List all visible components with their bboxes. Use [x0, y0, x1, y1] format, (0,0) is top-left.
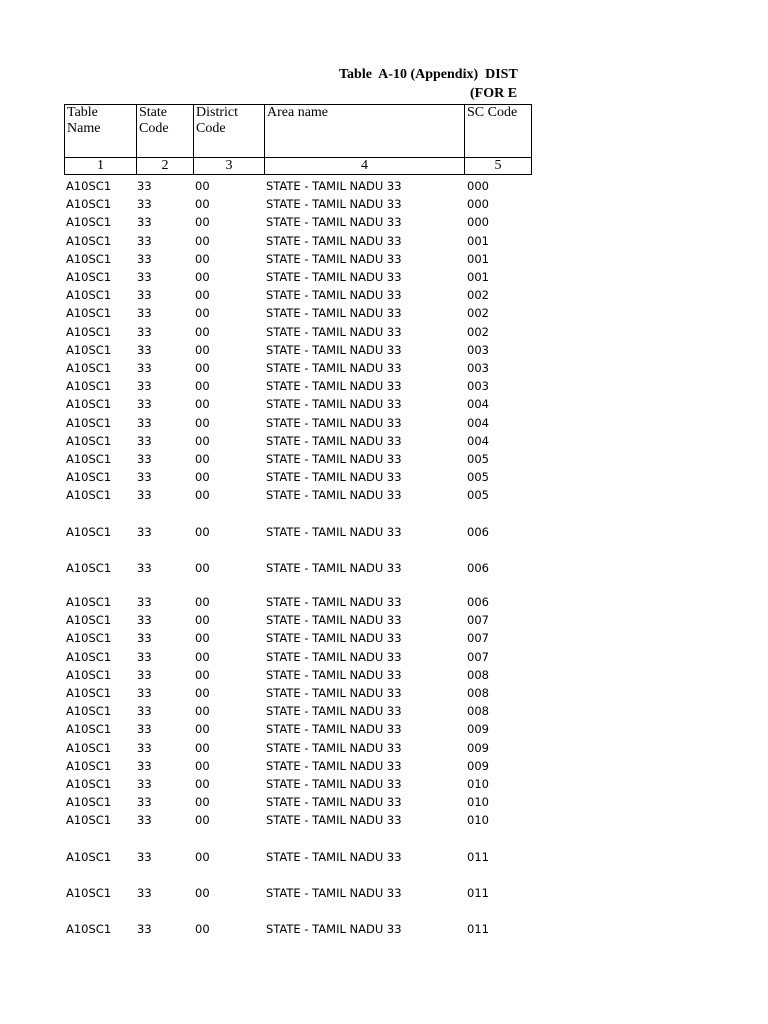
cell-district: 00 [195, 740, 210, 755]
cell-sc: 008 [467, 686, 489, 700]
cell-table: A10SC1 [66, 740, 112, 755]
cell-table: A10SC1 [66, 288, 112, 303]
cell-area: STATE - TAMIL NADU 33 [266, 922, 402, 936]
cell-state: 33 [137, 179, 152, 193]
column-number: 1 [65, 158, 137, 175]
cell-table: A10SC1 [66, 758, 112, 773]
cell-state: 33 [137, 667, 152, 682]
cell-sc: 010 [467, 777, 489, 791]
cell-state: 33 [137, 379, 152, 394]
cell-state: 33 [137, 306, 152, 321]
cell-table: A10SC1 [66, 524, 112, 539]
cell-district: 00 [195, 433, 210, 448]
cell-state: 33 [137, 649, 152, 664]
cell-district: 00 [195, 686, 210, 700]
cell-area: STATE - TAMIL NADU 33 [266, 197, 402, 212]
cell-state: 33 [137, 560, 152, 575]
table-subtitle: (FOR E [470, 86, 518, 101]
table-row [0, 758, 768, 774]
cell-area: STATE - TAMIL NADU 33 [266, 433, 402, 448]
cell-table: A10SC1 [66, 560, 112, 575]
cell-sc: 009 [467, 740, 489, 755]
cell-area: STATE - TAMIL NADU 33 [266, 233, 402, 248]
cell-district: 00 [195, 758, 210, 773]
cell-state: 33 [137, 722, 152, 737]
cell-district: 00 [195, 233, 210, 248]
header-table-name: Table Name [65, 105, 137, 158]
column-number: 5 [465, 158, 532, 175]
table-row [0, 269, 768, 285]
cell-state: 33 [137, 342, 152, 357]
table-row [0, 594, 768, 610]
cell-sc: 006 [467, 524, 489, 539]
table-row [0, 415, 768, 431]
cell-area: STATE - TAMIL NADU 33 [266, 740, 402, 755]
cell-district: 00 [195, 488, 210, 503]
cell-state: 33 [137, 686, 152, 700]
cell-state: 33 [137, 813, 152, 828]
cell-state: 33 [137, 361, 152, 375]
cell-table: A10SC1 [66, 452, 112, 466]
cell-table: A10SC1 [66, 379, 112, 394]
cell-sc: 002 [467, 324, 489, 339]
table-title: Table A-10 (Appendix) DIST [339, 67, 518, 82]
cell-district: 00 [195, 524, 210, 539]
cell-sc: 002 [467, 288, 489, 303]
table-row [0, 469, 768, 485]
cell-state: 33 [137, 197, 152, 212]
cell-area: STATE - TAMIL NADU 33 [266, 342, 402, 357]
cell-area: STATE - TAMIL NADU 33 [266, 649, 402, 664]
cell-state: 33 [137, 215, 152, 230]
cell-area: STATE - TAMIL NADU 33 [266, 251, 402, 266]
cell-sc: 010 [467, 795, 489, 810]
cell-district: 00 [195, 379, 210, 394]
cell-table: A10SC1 [66, 415, 112, 430]
cell-area: STATE - TAMIL NADU 33 [266, 452, 402, 466]
table-row [0, 721, 768, 737]
cell-district: 00 [195, 722, 210, 737]
cell-district: 00 [195, 215, 210, 230]
cell-table: A10SC1 [66, 270, 112, 284]
cell-area: STATE - TAMIL NADU 33 [266, 813, 402, 828]
cell-table: A10SC1 [66, 215, 112, 230]
table-row [0, 451, 768, 467]
cell-area: STATE - TAMIL NADU 33 [266, 324, 402, 339]
table-row [0, 849, 768, 865]
cell-table: A10SC1 [66, 777, 112, 791]
cell-table: A10SC1 [66, 342, 112, 357]
cell-state: 33 [137, 704, 152, 719]
table-row [0, 378, 768, 394]
cell-district: 00 [195, 197, 210, 212]
table-row [0, 342, 768, 358]
table-header [64, 104, 532, 175]
cell-district: 00 [195, 704, 210, 719]
cell-state: 33 [137, 849, 152, 864]
cell-district: 00 [195, 649, 210, 664]
cell-table: A10SC1 [66, 813, 112, 828]
cell-sc: 004 [467, 397, 489, 412]
cell-sc: 000 [467, 179, 489, 193]
table-row [0, 630, 768, 646]
cell-state: 33 [137, 758, 152, 773]
cell-table: A10SC1 [66, 922, 112, 936]
cell-area: STATE - TAMIL NADU 33 [266, 288, 402, 303]
cell-area: STATE - TAMIL NADU 33 [266, 758, 402, 773]
cell-district: 00 [195, 342, 210, 357]
cell-table: A10SC1 [66, 233, 112, 248]
cell-table: A10SC1 [66, 306, 112, 321]
cell-sc: 011 [467, 885, 489, 900]
cell-sc: 001 [467, 233, 489, 248]
cell-sc: 001 [467, 270, 489, 284]
cell-district: 00 [195, 631, 210, 646]
cell-district: 00 [195, 306, 210, 321]
cell-table: A10SC1 [66, 613, 112, 628]
header-sc-code: SC Code [465, 105, 532, 158]
cell-state: 33 [137, 885, 152, 900]
cell-sc: 009 [467, 758, 489, 773]
cell-district: 00 [195, 849, 210, 864]
cell-state: 33 [137, 415, 152, 430]
cell-state: 33 [137, 795, 152, 810]
cell-table: A10SC1 [66, 885, 112, 900]
cell-sc: 002 [467, 306, 489, 321]
cell-area: STATE - TAMIL NADU 33 [266, 270, 402, 284]
table-row [0, 287, 768, 303]
cell-area: STATE - TAMIL NADU 33 [266, 306, 402, 321]
cell-sc: 000 [467, 215, 489, 230]
table-row [0, 812, 768, 828]
table-row [0, 251, 768, 267]
cell-area: STATE - TAMIL NADU 33 [266, 361, 402, 375]
cell-sc: 000 [467, 197, 489, 212]
table-row [0, 921, 768, 937]
cell-district: 00 [195, 361, 210, 375]
cell-sc: 011 [467, 849, 489, 864]
cell-area: STATE - TAMIL NADU 33 [266, 613, 402, 628]
cell-sc: 004 [467, 415, 489, 430]
cell-sc: 004 [467, 433, 489, 448]
cell-sc: 003 [467, 361, 489, 375]
cell-area: STATE - TAMIL NADU 33 [266, 777, 402, 791]
cell-area: STATE - TAMIL NADU 33 [266, 722, 402, 737]
cell-table: A10SC1 [66, 686, 112, 700]
cell-sc: 005 [467, 452, 489, 466]
cell-sc: 008 [467, 667, 489, 682]
table-row [0, 685, 768, 701]
cell-state: 33 [137, 595, 152, 609]
cell-district: 00 [195, 667, 210, 682]
table-row [0, 196, 768, 212]
cell-sc: 009 [467, 722, 489, 737]
cell-table: A10SC1 [66, 722, 112, 737]
cell-table: A10SC1 [66, 704, 112, 719]
table-row [0, 178, 768, 194]
cell-sc: 005 [467, 488, 489, 503]
table-row [0, 776, 768, 792]
table-row [0, 433, 768, 449]
table-row [0, 740, 768, 756]
cell-district: 00 [195, 922, 210, 936]
table-row [0, 487, 768, 503]
cell-state: 33 [137, 251, 152, 266]
cell-table: A10SC1 [66, 470, 112, 485]
cell-area: STATE - TAMIL NADU 33 [266, 379, 402, 394]
cell-table: A10SC1 [66, 795, 112, 810]
table-row [0, 612, 768, 628]
cell-state: 33 [137, 397, 152, 412]
cell-state: 33 [137, 524, 152, 539]
cell-table: A10SC1 [66, 397, 112, 412]
cell-district: 00 [195, 397, 210, 412]
table-row [0, 885, 768, 901]
table-row [0, 214, 768, 230]
cell-district: 00 [195, 324, 210, 339]
cell-district: 00 [195, 595, 210, 609]
cell-state: 33 [137, 922, 152, 936]
table-row [0, 305, 768, 321]
table-row [0, 233, 768, 249]
cell-district: 00 [195, 415, 210, 430]
table-row [0, 649, 768, 665]
table-row [0, 396, 768, 412]
table-row [0, 703, 768, 719]
cell-table: A10SC1 [66, 649, 112, 664]
cell-district: 00 [195, 251, 210, 266]
cell-area: STATE - TAMIL NADU 33 [266, 704, 402, 719]
cell-area: STATE - TAMIL NADU 33 [266, 215, 402, 230]
cell-district: 00 [195, 270, 210, 284]
table-row [0, 360, 768, 376]
cell-area: STATE - TAMIL NADU 33 [266, 686, 402, 700]
table-row [0, 667, 768, 683]
cell-table: A10SC1 [66, 667, 112, 682]
cell-state: 33 [137, 740, 152, 755]
cell-state: 33 [137, 631, 152, 646]
cell-district: 00 [195, 470, 210, 485]
cell-district: 00 [195, 560, 210, 575]
cell-sc: 006 [467, 595, 489, 609]
cell-table: A10SC1 [66, 433, 112, 448]
cell-area: STATE - TAMIL NADU 33 [266, 631, 402, 646]
cell-district: 00 [195, 288, 210, 303]
header-state-code: State Code [137, 105, 194, 158]
column-number: 4 [265, 158, 465, 175]
cell-district: 00 [195, 452, 210, 466]
cell-table: A10SC1 [66, 361, 112, 375]
cell-state: 33 [137, 777, 152, 791]
cell-area: STATE - TAMIL NADU 33 [266, 849, 402, 864]
cell-area: STATE - TAMIL NADU 33 [266, 415, 402, 430]
cell-table: A10SC1 [66, 849, 112, 864]
cell-area: STATE - TAMIL NADU 33 [266, 885, 402, 900]
cell-area: STATE - TAMIL NADU 33 [266, 795, 402, 810]
column-number: 2 [137, 158, 194, 175]
header-district-code: District Code [194, 105, 265, 158]
cell-area: STATE - TAMIL NADU 33 [266, 488, 402, 503]
cell-district: 00 [195, 885, 210, 900]
cell-table: A10SC1 [66, 197, 112, 212]
cell-district: 00 [195, 179, 210, 193]
cell-table: A10SC1 [66, 179, 112, 193]
cell-state: 33 [137, 433, 152, 448]
cell-sc: 006 [467, 560, 489, 575]
cell-sc: 003 [467, 379, 489, 394]
cell-table: A10SC1 [66, 631, 112, 646]
cell-sc: 007 [467, 613, 489, 628]
cell-district: 00 [195, 777, 210, 791]
cell-district: 00 [195, 613, 210, 628]
cell-area: STATE - TAMIL NADU 33 [266, 524, 402, 539]
cell-sc: 005 [467, 470, 489, 485]
table-row [0, 794, 768, 810]
cell-area: STATE - TAMIL NADU 33 [266, 470, 402, 485]
cell-area: STATE - TAMIL NADU 33 [266, 560, 402, 575]
cell-sc: 008 [467, 704, 489, 719]
cell-table: A10SC1 [66, 595, 112, 609]
header-area-name: Area name [265, 105, 465, 158]
cell-sc: 001 [467, 251, 489, 266]
cell-district: 00 [195, 813, 210, 828]
cell-sc: 010 [467, 813, 489, 828]
cell-table: A10SC1 [66, 251, 112, 266]
cell-table: A10SC1 [66, 324, 112, 339]
cell-state: 33 [137, 324, 152, 339]
table-row [0, 524, 768, 540]
table-row [0, 324, 768, 340]
cell-state: 33 [137, 470, 152, 485]
cell-area: STATE - TAMIL NADU 33 [266, 397, 402, 412]
cell-sc: 007 [467, 649, 489, 664]
table-row [0, 560, 768, 576]
cell-sc: 011 [467, 922, 489, 936]
cell-district: 00 [195, 795, 210, 810]
cell-sc: 003 [467, 342, 489, 357]
cell-state: 33 [137, 452, 152, 466]
cell-table: A10SC1 [66, 488, 112, 503]
cell-area: STATE - TAMIL NADU 33 [266, 179, 402, 193]
column-number: 3 [194, 158, 265, 175]
cell-state: 33 [137, 288, 152, 303]
cell-state: 33 [137, 270, 152, 284]
cell-state: 33 [137, 613, 152, 628]
cell-state: 33 [137, 233, 152, 248]
cell-area: STATE - TAMIL NADU 33 [266, 595, 402, 609]
cell-state: 33 [137, 488, 152, 503]
cell-sc: 007 [467, 631, 489, 646]
cell-area: STATE - TAMIL NADU 33 [266, 667, 402, 682]
